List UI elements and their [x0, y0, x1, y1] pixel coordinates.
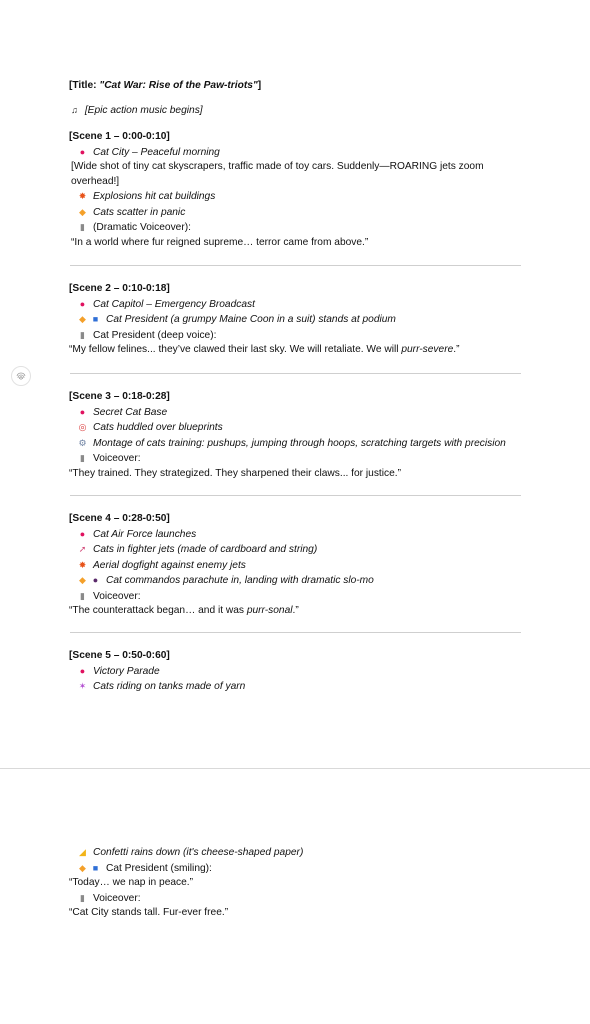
document-page-bottom	[0, 773, 590, 1024]
scene-divider	[70, 373, 521, 374]
page-break-divider	[0, 768, 590, 769]
studio-microphone-icon: ▮	[80, 453, 85, 463]
speaker-line: ▮ Cat President (deep voice):	[69, 328, 529, 344]
gears-icon: ⚙	[78, 437, 87, 448]
round-pushpin-icon: ●	[79, 146, 86, 157]
scene-location: ● Cat Air Force launches	[69, 527, 529, 543]
scene-location: ● Cat Capitol – Emergency Broadcast	[69, 297, 529, 313]
direct-hit-icon: ◎	[78, 422, 87, 432]
studio-microphone-icon: ▮	[80, 892, 85, 903]
scene-5-continued	[69, 845, 529, 921]
musical-notes-icon: ♫	[71, 104, 78, 115]
dialogue-quote: “My fellow felines... they’ve clawed their last sky. We will retaliate. We will purr-severe.”	[69, 344, 460, 355]
scene-location: ● Secret Cat Base	[69, 405, 529, 421]
speaker-line: ◆ ■ Cat President (smiling):	[69, 861, 529, 877]
scene-beat: ⚙ Montage of cats training: pushups, jumping through hoops, scratching targets with precision	[78, 437, 506, 449]
party-popper-icon: ✶	[78, 681, 87, 691]
scene-divider	[70, 632, 521, 633]
cat-face-icon: ◆	[79, 314, 86, 324]
round-pushpin-icon: ●	[79, 665, 86, 676]
dialogue-quote: “The counterattack began… and it was purr-sonal.”	[69, 605, 299, 616]
scene-beat: ◎ Cats huddled over blueprints	[78, 422, 223, 433]
rocket-icon: ➚	[78, 544, 87, 554]
cat-face-icon: ◆	[79, 575, 86, 585]
scene-beat: ✸ Explosions hit cat buildings	[78, 191, 216, 202]
scene-beat: ◆ Cats scatter in panic	[69, 205, 529, 221]
scene-heading: [Scene 4 – 0:28-0:50]	[69, 513, 170, 524]
dialogue-quote: “They trained. They strategized. They sharpened their claws... for justice.”	[69, 467, 402, 479]
scene-description: [Wide shot of tiny cat skyscrapers, traffic made of toy cars. Suddenly—ROARING jets zoom overhead!]	[71, 161, 484, 187]
scene-heading: [Scene 5 – 0:50-0:60]	[69, 650, 170, 661]
scene-divider	[70, 495, 521, 496]
speaker-line: ▮ Voiceover:	[69, 451, 529, 467]
dialogue-quote: “In a world where fur reigned supreme… terror came from above.”	[71, 236, 369, 248]
person-in-suit-icon: ■	[92, 314, 99, 324]
scene-beat: ◆ ● Cat commandos parachute in, landing with dramatic slo-mo	[69, 573, 529, 589]
scene-heading: [Scene 3 – 0:18-0:28]	[69, 391, 170, 402]
scene-location: ● Victory Parade	[69, 664, 529, 680]
scene-heading: [Scene 1 – 0:00-0:10]	[69, 131, 170, 142]
collision-icon: ✸	[78, 191, 87, 201]
cheese-wedge-icon: ◢	[79, 847, 86, 857]
round-pushpin-icon: ●	[79, 298, 86, 309]
script-title: [Title: "Cat War: Rise of the Paw-triots"]	[69, 80, 262, 91]
scene-divider	[70, 265, 521, 266]
scene-beat: ◢ Confetti rains down (it's cheese-shaped paper)	[69, 845, 529, 861]
cat-face-icon: ◆	[79, 862, 86, 873]
round-pushpin-icon: ●	[79, 528, 86, 539]
bomb-icon: ●	[92, 575, 99, 585]
cat-face-icon: ◆	[79, 206, 86, 217]
speaker-line: ▮ Voiceover:	[69, 891, 529, 907]
speaker-line: ▮ Voiceover:	[69, 589, 529, 605]
scene-beat: ◆ ■ Cat President (a grumpy Maine Coon in a suit) stands at podium	[69, 312, 529, 328]
scene-3	[69, 390, 529, 481]
dialogue-quote: “Cat City stands tall. Fur-ever free.”	[69, 907, 229, 918]
round-pushpin-icon: ●	[79, 406, 86, 417]
studio-microphone-icon: ▮	[80, 329, 85, 340]
scene-location: ● Cat City – Peaceful morning	[69, 145, 529, 161]
dialogue-quote: “Today… we nap in peace.”	[69, 877, 194, 888]
music-cue: ♫ [Epic action music begins]	[69, 103, 529, 119]
scene-beat: ➚ Cats in fighter jets (made of cardboard and string)	[78, 544, 318, 555]
person-in-suit-icon: ■	[92, 862, 99, 873]
scene-beat: ✸ Aerial dogfight against enemy jets	[78, 559, 246, 571]
studio-microphone-icon: ▮	[80, 222, 85, 232]
scene-heading: [Scene 2 – 0:10-0:18]	[69, 283, 170, 294]
speaker-line: ▮ (Dramatic Voiceover):	[69, 220, 529, 236]
scene-beat: ✶ Cats riding on tanks made of yarn	[78, 681, 246, 692]
scene-2	[69, 282, 529, 358]
scene-1	[69, 130, 529, 250]
collision-icon: ✸	[78, 559, 87, 570]
studio-microphone-icon: ▮	[80, 590, 85, 601]
script-body	[69, 79, 529, 250]
scene-4	[69, 512, 529, 619]
scene-5	[69, 649, 529, 695]
